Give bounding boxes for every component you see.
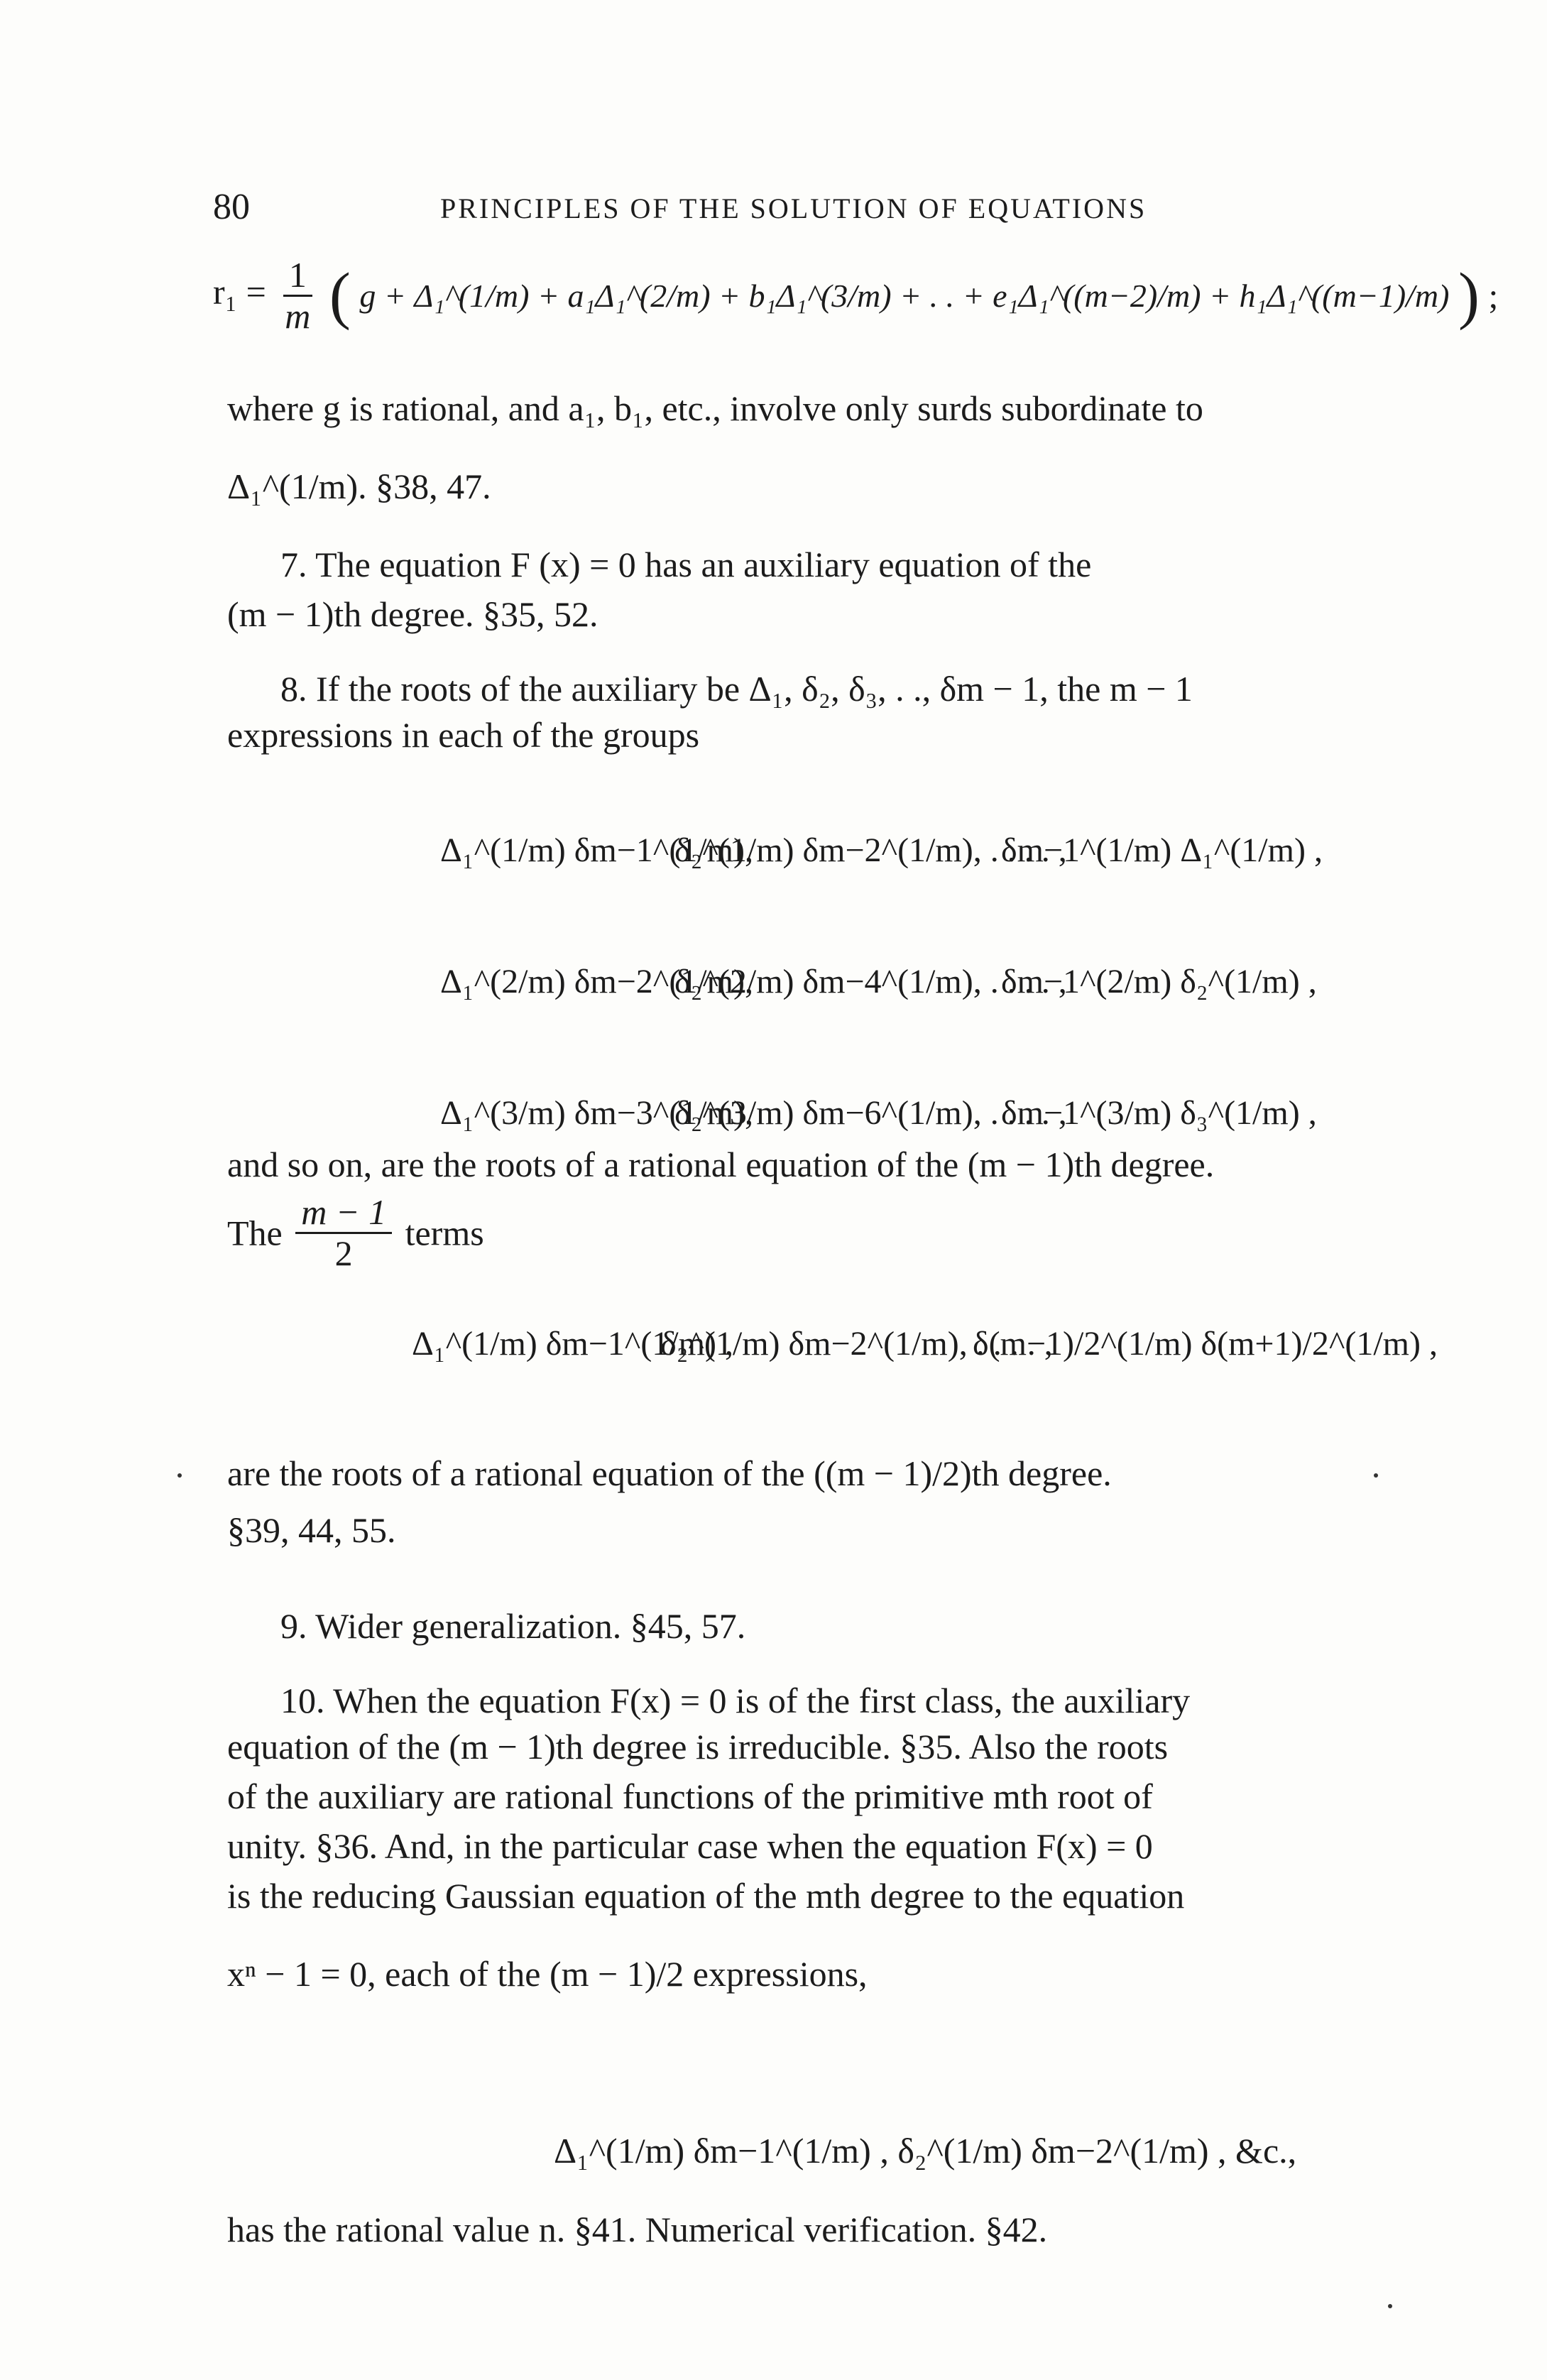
paragraph-8: [280, 664, 1377, 714]
paragraph-10-line-5: is the reducing Gaussian equation of the mth degree to the equation: [227, 1876, 1185, 1916]
paragraph-9: 9. Wider generalization. §45, 57.: [280, 1606, 746, 1646]
the-terms-the: The: [227, 1213, 283, 1253]
page-header: [213, 186, 1377, 229]
paragraph-8-line-1: 8. If the roots of the auxiliary be Δ₁, δ₂, δ₃, . ., δm − 1, the m − 1: [280, 669, 1193, 709]
group-row-2: [440, 927, 1317, 1040]
group-1-cell-1: Δ₁^(1/m) δm−1^(1/m),: [440, 831, 753, 869]
margin-dot-bottom: [1388, 2304, 1392, 2308]
paragraph-the-terms: [227, 1193, 1377, 1271]
paragraph-7: [280, 540, 1377, 589]
half-terms-cell-2: δ₂^(1/m) δm−2^(1/m), . . . . ,: [660, 1325, 1053, 1363]
group-3-cell-2: δ₂^(3/m) δm−6^(1/m), . . . . ,: [674, 1094, 1067, 1132]
paragraph-10-line-2: equation of the (m − 1)th degree is irreducible. §35. Also the roots: [227, 1727, 1169, 1767]
paragraph-8-cont: [227, 710, 1377, 760]
formula-r1-coef-num: 1: [283, 256, 312, 297]
page-number: 80: [213, 187, 250, 227]
the-terms-num: m − 1: [295, 1193, 392, 1234]
paragraph-10: [227, 1722, 1377, 1999]
the-terms-den: 2: [334, 1233, 353, 1273]
group-3-cell-1: Δ₁^(3/m) δm−3^(1/m),: [440, 1094, 753, 1132]
paragraph-roots-rational: [227, 1448, 1377, 1555]
formula-r1-coef-den: m: [285, 296, 311, 336]
paragraph-where-line-1: where g is rational, and a₁, b₁, etc., involve only surds subordinate to: [227, 388, 1203, 428]
margin-dot-left: [177, 1473, 182, 1478]
formula-r1-open-paren: (: [329, 261, 351, 331]
formula-r1: [213, 255, 1499, 336]
group-3-cell-3: δm−1^(3/m) δ₃^(1/m) ,: [1001, 1094, 1317, 1132]
paragraph-last: has the rational value n. §41. Numerical verification. §42.: [227, 2210, 1048, 2249]
paragraph-10-line-1: 10. When the equation F(x) = 0 is of the first class, the auxiliary: [280, 1681, 1191, 1720]
formula-r1-close-paren: ): [1458, 261, 1480, 331]
group-2-cell-3: δm−1^(2/m) δ₂^(1/m) ,: [1001, 963, 1317, 1000]
formula-r1-coefficient: [279, 256, 316, 336]
formula-r1-body: g + Δ₁^(1/m) + a₁Δ₁^(2/m) + b₁Δ₁^(3/m) + . . + e₁Δ₁^((m−2)/m) + h₁Δ₁^((m−1)/m): [359, 278, 1450, 314]
the-terms-terms: terms: [405, 1213, 484, 1253]
roots-rational-line-1: are the roots of a rational equation of the ((m − 1)/2)th degree.: [227, 1453, 1112, 1493]
paragraph-10-line-6: xⁿ − 1 = 0, each of the (m − 1)/2 expressions,: [227, 1954, 868, 1994]
roots-rational-line-2: §39, 44, 55.: [227, 1510, 396, 1550]
group-1-cell-3: δm−1^(1/m) Δ₁^(1/m) ,: [1001, 831, 1323, 869]
group-2-cell-1: Δ₁^(2/m) δm−2^(1/m),: [440, 963, 753, 1000]
the-terms-fraction: [295, 1193, 392, 1273]
margin-dot-right: [1374, 1473, 1378, 1478]
paragraph-10-line-3: of the auxiliary are rational functions of the primitive mth root of: [227, 1776, 1153, 1816]
paragraph-10-line-4: unity. §36. And, in the particular case when the equation F(x) = 0: [227, 1826, 1153, 1866]
group-2-cell-2: δ₂^(2/m) δm−4^(1/m), . . . . ,: [674, 963, 1067, 1000]
paragraph-so-on: and so on, are the roots of a rational equation of the (m − 1)th degree.: [227, 1145, 1215, 1184]
formula-r1-lhs: r₁ =: [213, 271, 266, 312]
running-head: PRINCIPLES OF THE SOLUTION OF EQUATIONS: [440, 192, 1147, 224]
half-terms-row: [412, 1285, 1438, 1399]
paragraph-8-line-2: expressions in each of the groups: [227, 715, 700, 755]
formula-r1-end: ;: [1488, 275, 1499, 316]
paragraph-where: [227, 383, 1377, 511]
paragraph-where-line-2: Δ₁^(1/m). §38, 47.: [227, 466, 491, 506]
paragraph-7-cont: [227, 589, 1377, 639]
group-1-cell-2: δ₂^(1/m) δm−2^(1/m), . . . . ,: [674, 831, 1067, 869]
final-terms: Δ₁^(1/m) δm−1^(1/m) , δ₂^(1/m) δm−2^(1/m) , &c.,: [554, 2131, 1297, 2171]
paragraph-7-line-1: 7. The equation F (x) = 0 has an auxiliary equation of the: [280, 545, 1092, 584]
group-row-1: [440, 795, 1323, 909]
half-terms-cell-3: δ(m−1)/2^(1/m) δ(m+1)/2^(1/m) ,: [973, 1325, 1438, 1363]
paragraph-7-line-2: (m − 1)th degree. §35, 52.: [227, 594, 598, 634]
half-terms-cell-1: Δ₁^(1/m) δm−1^(1/m) ,: [412, 1325, 733, 1363]
